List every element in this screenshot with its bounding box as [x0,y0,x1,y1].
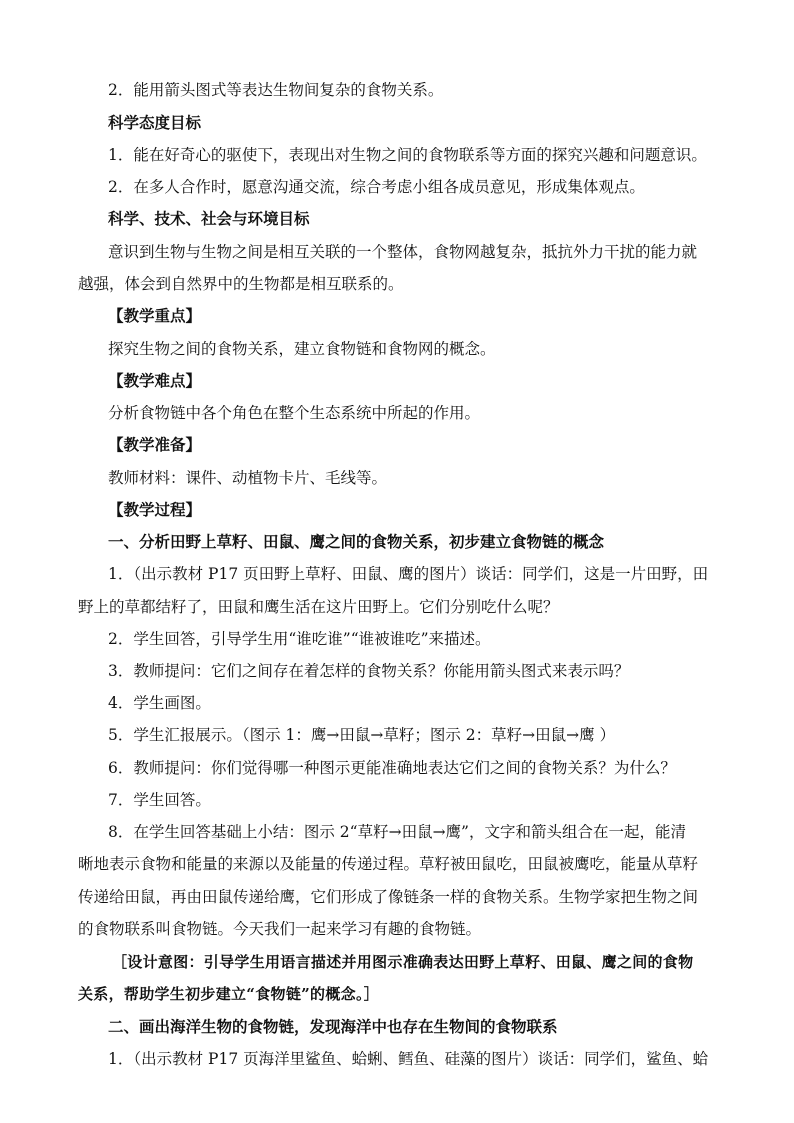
section-heading: 一、分析田野上草籽、田鼠、鹰之间的食物关系，初步建立食物链的概念 [108,532,605,551]
text-line: 越强，体会到自然界中的生物都是相互联系的。 [78,275,404,293]
section-heading: 【教学准备】 [108,435,202,454]
text-line: 1．（出示教材 P17 页海洋里鲨鱼、蛤蜊、鳕鱼、硅藻的图片）谈话：同学们，鲨鱼、蛤 [108,1050,709,1068]
text-line: 晰地表示食物和能量的来源以及能量的传递过程。草籽被田鼠吃，田鼠被鹰吃，能量从草籽 [78,855,699,873]
text-line: 分析食物链中各个角色在整个生态系统中所起的作用。 [108,404,481,422]
text-line: 7．学生回答。 [108,791,211,809]
text-line: 探究生物之间的食物关系，建立食物链和食物网的概念。 [108,340,496,358]
text-line: 教师材料：课件、动植物卡片、毛线等。 [108,469,388,487]
text-line: 5．学生汇报展示。（图示 1：鹰→田鼠→草籽；图示 2：草籽→田鼠→鹰 ） [108,726,616,744]
text-line: 1．能在好奇心的驱使下，表现出对生物之间的食物联系等方面的探究兴趣和问题意识。 [108,146,707,164]
text-line: 野上的草都结籽了，田鼠和鹰生活在这片田野上。它们分别吃什么呢？ [78,598,559,616]
section-heading: 科学态度目标 [108,113,202,132]
text-line: 3．教师提问：它们之间存在着怎样的食物关系？你能用箭头图式来表示吗？ [108,662,630,680]
design-intent-note: ［设计意图：引导学生用语言描述并用图示准确表达田野上草籽、田鼠、鹰之间的食物 [112,953,694,971]
text-line: 8．在学生回答基础上小结：图示 2“草籽→田鼠→鹰”，文字和箭头组合在一起，能清 [108,823,686,841]
text-line: 6．教师提问：你们觉得哪一种图示更能准确地表达它们之间的食物关系？为什么？ [108,759,676,777]
text-line: 2．学生回答，引导学生用“谁吃谁”“谁被谁吃”来描述。 [108,630,491,648]
section-heading: 二、画出海洋生物的食物链，发现海洋中也存在生物间的食物联系 [108,1017,558,1036]
section-heading: 【教学过程】 [108,500,202,519]
text-line: 4．学生画图。 [108,694,211,712]
text-line: 的食物联系叫食物链。今天我们一起来学习有趣的食物链。 [78,920,482,938]
section-heading: 【教学重点】 [108,306,202,325]
section-heading: 【教学难点】 [108,371,202,390]
text-line: 意识到生物与生物之间是相互关联的一个整体，食物网越复杂，抵抗外力干扰的能力就 [108,243,698,261]
text-line: 2．在多人合作时，愿意沟通交流，综合考虑小组各成员意见，形成集体观点。 [108,178,645,196]
design-intent-note: 关系，帮助学生初步建立“食物链”的概念。］ [78,985,380,1003]
text-line: 1．（出示教材 P17 页田野上草籽、田鼠、鹰的图片）谈话：同学们，这是一片田野，田 [108,565,709,583]
section-heading: 科学、技术、社会与环境目标 [108,209,310,228]
text-line: 2．能用箭头图式等表达生物间复杂的食物关系。 [108,81,444,99]
text-line: 传递给田鼠，再由田鼠传递给鹰，它们形成了像链条一样的食物关系。生物学家把生物之间 [78,888,699,906]
